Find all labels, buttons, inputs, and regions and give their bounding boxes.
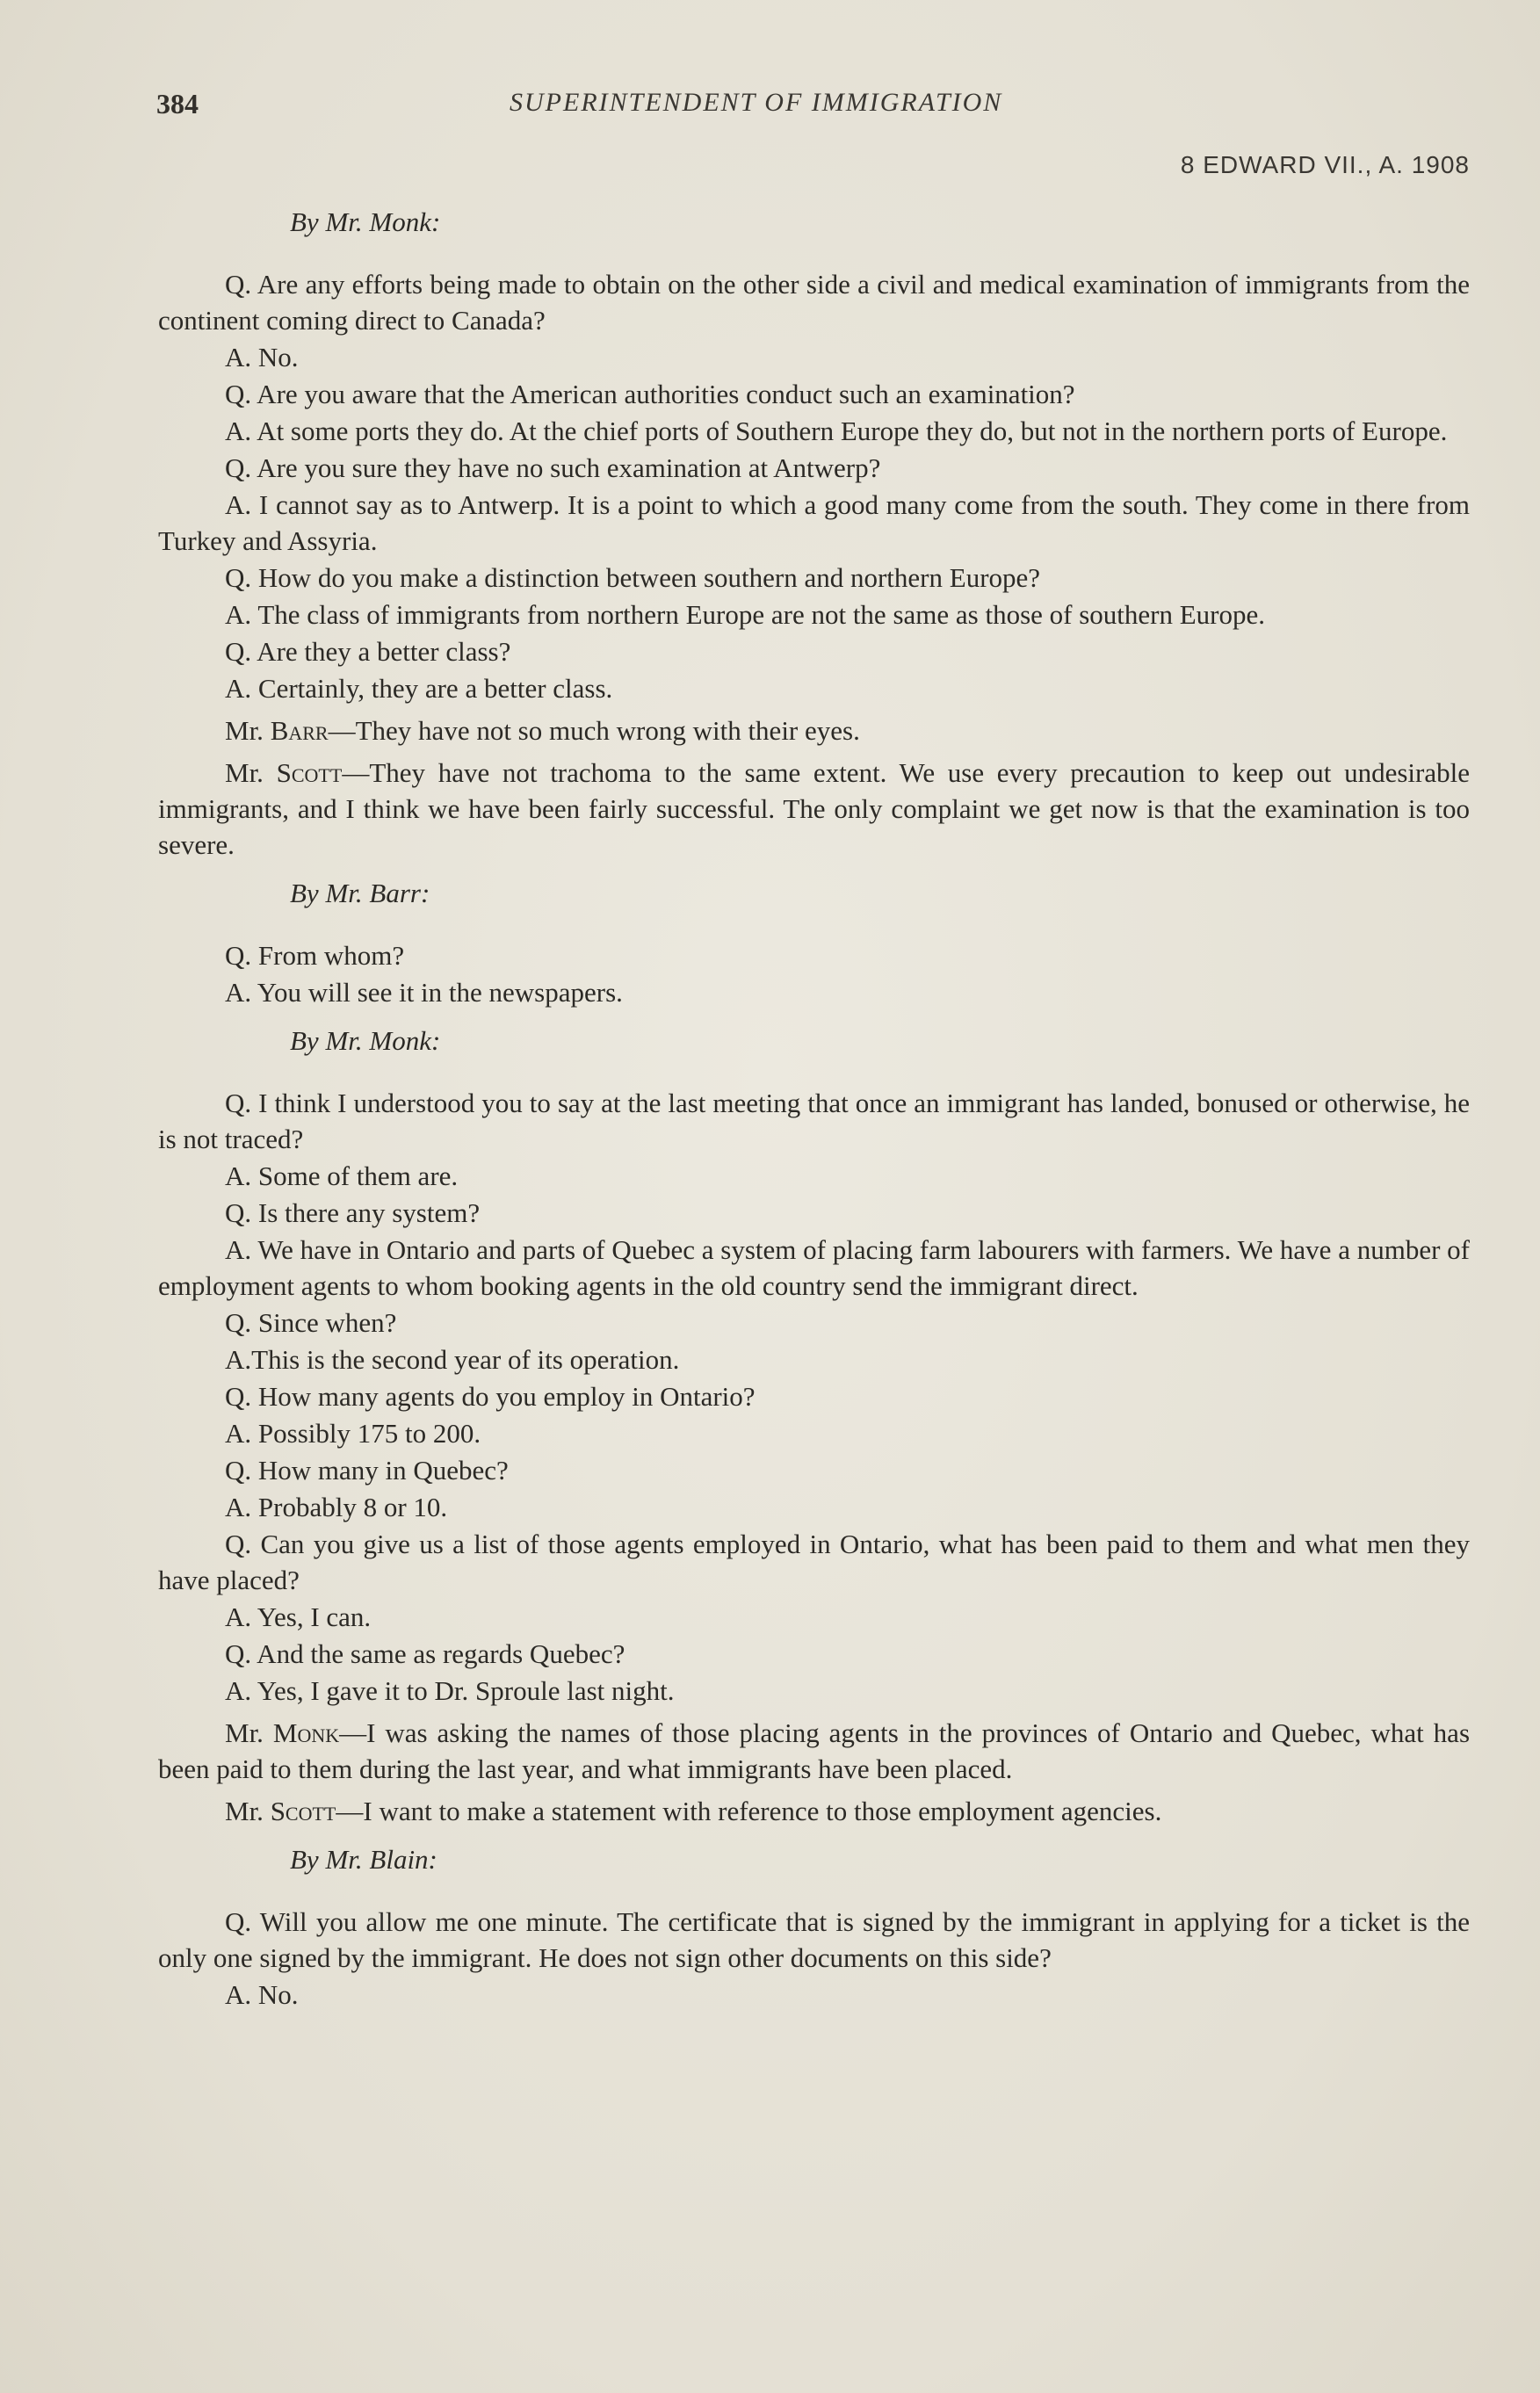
transcript-paragraph: A. We have in Ontario and parts of Quebec a system of placing farm labourers with farmers. We have a number of employment agents to whom booking agents in the old country send the immigrant direct. [158, 1234, 1470, 1301]
transcript-paragraph: A. At some ports they do. At the chief ports of Southern Europe they do, but not in the northern ports of Europe. [225, 416, 1448, 446]
transcript-paragraph: A.This is the second year of its operation. [225, 1344, 680, 1375]
statement-text: —I want to make a statement with reference to those employment agencies. [336, 1796, 1162, 1826]
transcript-paragraph: Q. Will you allow me one minute. The certificate that is signed by the immigrant in applying for a ticket is the only one signed by the immigrant. He does not sign other documents on this side? [158, 1906, 1470, 1973]
transcript-paragraph: Q. Are you aware that the American authorities conduct such an examination? [225, 379, 1075, 409]
speaker-name: Scott [270, 1796, 336, 1826]
speaker-prefix: Mr. [225, 1796, 271, 1826]
transcript-paragraph: Q. Are you sure they have no such examination at Antwerp? [225, 452, 881, 483]
running-title: SUPERINTENDENT OF IMMIGRATION [510, 88, 1003, 117]
examiner-heading: By Mr. Monk: [290, 1025, 441, 1056]
transcript-paragraph: Q. How many in Quebec? [225, 1455, 509, 1486]
transcript-paragraph: A. Probably 8 or 10. [225, 1492, 448, 1522]
examiner-heading: By Mr. Barr: [290, 878, 430, 908]
speaker-prefix: Mr. [225, 757, 277, 788]
speaker-prefix: Mr. [225, 715, 271, 746]
transcript-paragraph: Q. And the same as regards Quebec? [225, 1638, 625, 1669]
speaker-name: Monk [272, 1717, 340, 1748]
page-number: 384 [156, 88, 199, 119]
speaker-statement [158, 755, 1470, 863]
speaker-statement [158, 712, 1470, 748]
examiner-heading: By Mr. Monk: [290, 206, 441, 237]
speaker-statement [158, 1793, 1470, 1829]
transcript-paragraph: A. Yes, I gave it to Dr. Sproule last night. [225, 1675, 675, 1706]
speaker-name: Scott [276, 757, 343, 788]
transcript-paragraph: A. I cannot say as to Antwerp. It is a point to which a good many come from the south. They come in there from Turkey and Assyria. [158, 489, 1470, 556]
transcript-paragraph: Q. Since when? [225, 1307, 397, 1338]
examiner-heading: By Mr. Blain: [290, 1844, 437, 1875]
speaker-name: Barr [270, 715, 329, 746]
speaker-statement [158, 1715, 1470, 1787]
transcript-paragraph: A. The class of immigrants from northern Europe are not the same as those of southern Europe. [225, 599, 1265, 630]
transcript-paragraph: Q. How do you make a distinction between southern and northern Europe? [225, 562, 1041, 593]
transcript-paragraph: A. Yes, I can. [225, 1601, 372, 1632]
transcript-paragraph: Q. Can you give us a list of those agents employed in Ontario, what has been paid to them and what men they have placed? [158, 1529, 1470, 1595]
transcript-paragraph: Q. From whom? [225, 940, 405, 971]
transcript-body [158, 204, 1470, 2013]
speaker-prefix: Mr. [225, 1717, 273, 1748]
transcript-paragraph: A. You will see it in the newspapers. [225, 977, 623, 1008]
transcript-paragraph: A. Possibly 175 to 200. [225, 1418, 481, 1449]
transcript-paragraph: Q. Are any efforts being made to obtain on the other side a civil and medical examination of immigrants from the continent coming direct to Canada? [158, 269, 1470, 336]
transcript-paragraph: A. No. [225, 342, 299, 372]
transcript-paragraph: Q. How many agents do you employ in Ontario? [225, 1381, 756, 1412]
transcript-paragraph: Q. Is there any system? [225, 1197, 481, 1228]
transcript-paragraph: A. No. [225, 1979, 299, 2010]
transcript-paragraph: Q. I think I understood you to say at the last meeting that once an immigrant has landed, bonused or otherwise, he is not traced? [158, 1088, 1470, 1154]
session-label: 8 EDWARD VII., A. 1908 [1180, 151, 1470, 178]
statement-text: —They have not trachoma to the same extent. We use every precaution to keep out undesirable immigrants, and I think we have been fairly successful. The only complaint we get now is that the examination is too severe. [158, 757, 1470, 860]
statement-text: —They have not so much wrong with their eyes. [328, 715, 860, 746]
transcript-paragraph: A. Certainly, they are a better class. [225, 673, 613, 704]
statement-text: —I was asking the names of those placing agents in the provinces of Ontario and Quebec, what has been paid to them during the last year, and what immigrants have been placed. [158, 1717, 1471, 1784]
transcript-paragraph: Q. Are they a better class? [225, 636, 511, 667]
transcript-paragraph: A. Some of them are. [225, 1160, 459, 1191]
page-header [0, 88, 1540, 132]
